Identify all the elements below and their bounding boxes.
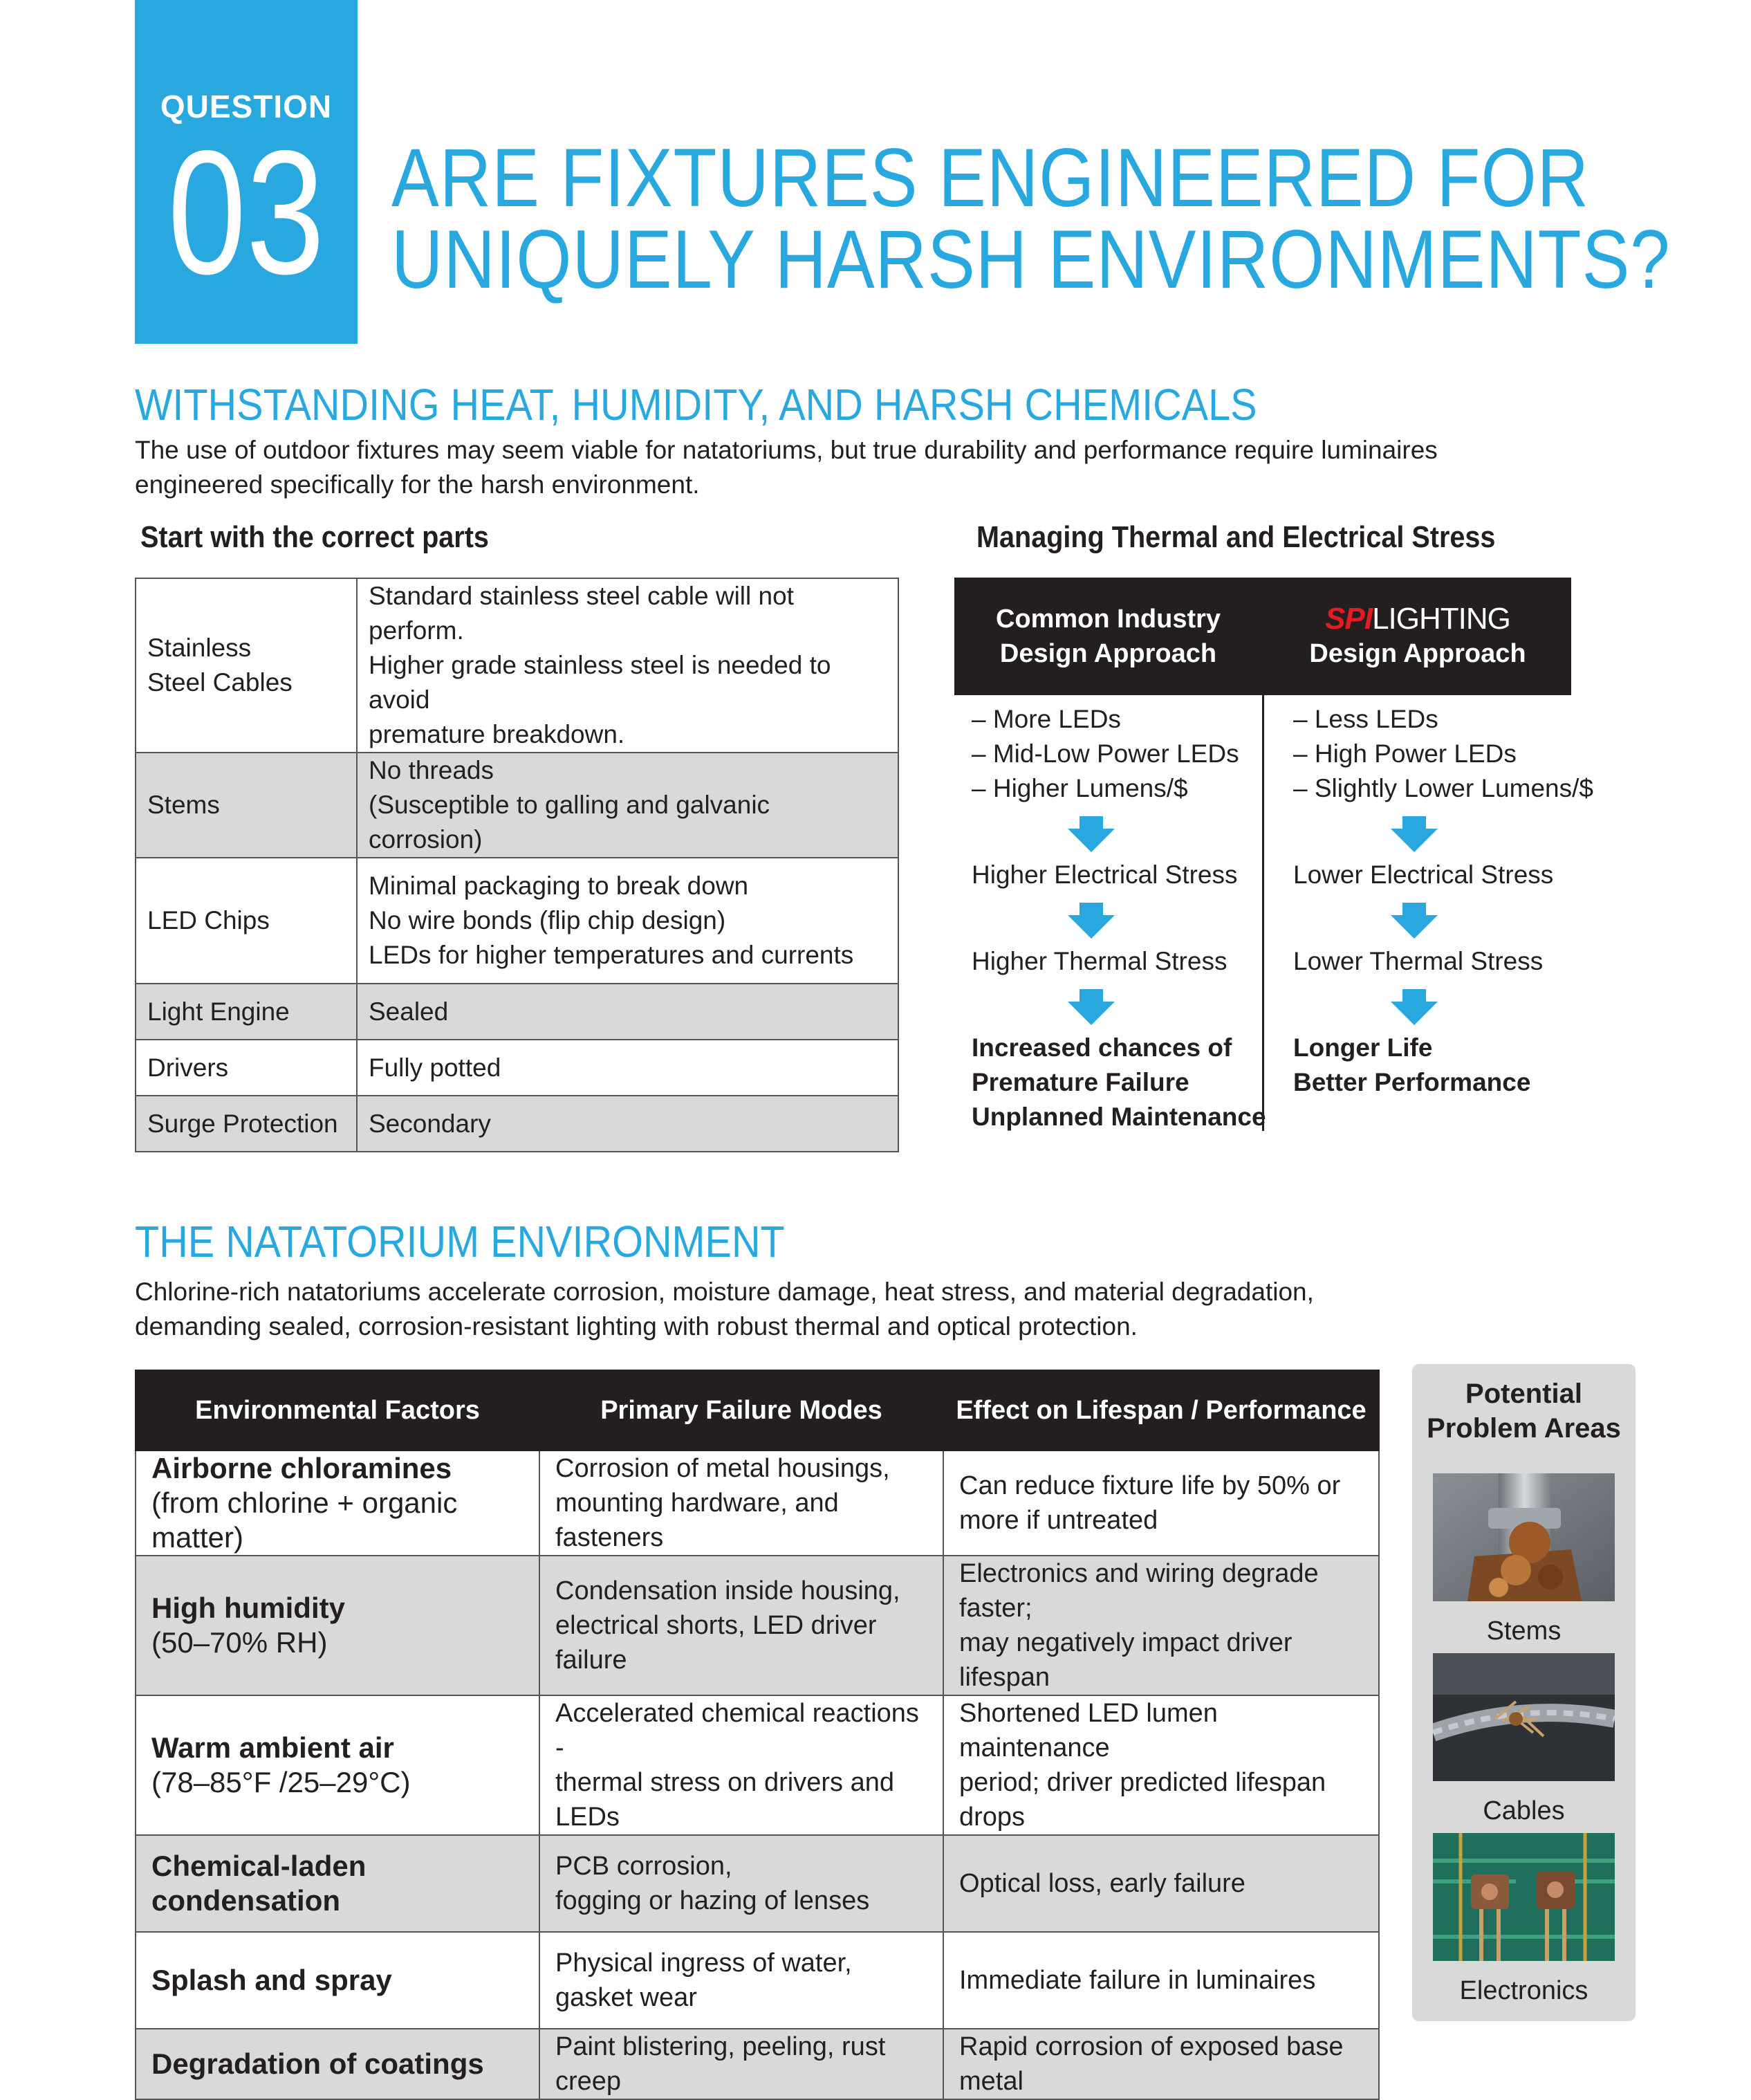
list-item: – Less LEDs: [1293, 705, 1438, 733]
failure-cell: [539, 1695, 943, 1835]
result-line: Better Performance: [1293, 1068, 1531, 1096]
list-item: – Higher Lumens/$: [972, 774, 1188, 802]
panel-title-line: Potential: [1465, 1379, 1582, 1409]
effect-cell: Optical loss, early failure: [943, 1835, 1379, 1932]
part-desc-line: LEDs for higher temperatures and currents: [369, 941, 854, 969]
factor-name: Degradation of coatings: [151, 2047, 484, 2080]
spi-result: [1293, 1031, 1530, 1100]
intro-line: engineered specifically for the harsh environment.: [135, 470, 700, 499]
column-header: Effect on Lifespan / Performance: [943, 1370, 1379, 1450]
failure-line: Corrosion of metal housings,: [555, 1454, 890, 1483]
intro-line: demanding sealed, corrosion-resistant lighting with robust thermal and optical protection.: [135, 1312, 1138, 1341]
part-desc: Secondary: [357, 1096, 898, 1152]
part-name: [136, 578, 357, 753]
part-name-line: Stainless: [147, 634, 252, 662]
part-name: LED Chips: [136, 858, 357, 984]
question-badge: [135, 0, 358, 344]
spi-approach-header: [1264, 578, 1571, 695]
failure-cell: [539, 1835, 943, 1932]
table-row: [136, 984, 898, 1040]
part-name-line: Steel Cables: [147, 668, 293, 697]
page-title: [391, 131, 1671, 306]
table-row: [136, 578, 898, 753]
factor-sub: (78–85°F /25–29°C): [151, 1766, 411, 1798]
factor-sub: (50–70% RH): [151, 1626, 328, 1659]
result-line: Premature Failure: [972, 1068, 1189, 1096]
factor-cell: [136, 1695, 539, 1835]
common-list: [972, 702, 1239, 806]
problem-label-electronics: Electronics: [1459, 1976, 1588, 2005]
thermal-heading: Managing Thermal and Electrical Stress: [976, 520, 1496, 554]
problem-label-stems: Stems: [1486, 1617, 1562, 1646]
header-line: Design Approach: [999, 639, 1217, 668]
table-row: [136, 1450, 1379, 1556]
question-label: QUESTION: [160, 89, 333, 125]
effect-cell: [943, 1695, 1379, 1835]
table-row: [136, 1695, 1379, 1835]
header-line: Design Approach: [1309, 639, 1526, 668]
list-item: – More LEDs: [972, 705, 1121, 733]
effect-cell: Rapid corrosion of exposed base metal: [943, 2029, 1379, 2099]
part-desc-line: premature breakdown.: [369, 720, 625, 748]
part-desc-line: No threads: [369, 756, 494, 784]
part-desc: Fully potted: [357, 1040, 898, 1096]
failure-line: fogging or hazing of lenses: [555, 1886, 870, 1915]
effect-cell: [943, 1556, 1379, 1695]
part-desc-line: Minimal packaging to break down: [369, 872, 749, 900]
frayed-cable-photo: [1433, 1653, 1615, 1781]
effect-line: Shortened LED lumen maintenance: [959, 1699, 1218, 1762]
failure-line: PCB corrosion,: [555, 1852, 732, 1881]
failure-line: mounting hardware, and fasteners: [555, 1489, 839, 1552]
page-title-line2: UNIQUELY HARSH ENVIRONMENTS?: [391, 213, 1671, 306]
part-desc-line: No wire bonds (flip chip design): [369, 906, 726, 934]
table-header-row: [136, 1370, 1379, 1450]
corroded-stem-photo: [1433, 1473, 1615, 1601]
failure-cell: [539, 1932, 943, 2029]
effect-line: Can reduce fixture life by 50% or: [959, 1471, 1341, 1500]
result-line: Unplanned Maintenance: [972, 1103, 1266, 1131]
down-arrow-icon: [1391, 816, 1438, 852]
common-approach-header: [954, 578, 1262, 695]
problem-areas-panel: [1412, 1364, 1636, 2021]
intro-line: The use of outdoor fixtures may seem viable for natatoriums, but true durability and performance require luminaires: [135, 436, 1438, 464]
corroded-circuit-photo: [1433, 1833, 1615, 1961]
column-header: Primary Failure Modes: [539, 1370, 943, 1450]
effect-line: may negatively impact driver lifespan: [959, 1628, 1293, 1692]
common-step-electrical: Higher Electrical Stress: [972, 860, 1238, 889]
spi-logo-bold: SPI: [1325, 602, 1373, 636]
panel-title-line: Problem Areas: [1427, 1413, 1621, 1444]
header-line: Common Industry: [995, 605, 1221, 634]
result-line: Increased chances of: [972, 1033, 1232, 1062]
table-row: [136, 1096, 898, 1152]
part-desc-line: Standard stainless steel cable will not perform.: [369, 582, 794, 645]
section-title-natatorium: THE NATATORIUM ENVIRONMENT: [135, 1217, 785, 1267]
failure-line: Condensation inside housing,: [555, 1576, 900, 1605]
failure-line: gasket wear: [555, 1983, 697, 2012]
part-name: Surge Protection: [136, 1096, 357, 1152]
list-item: – Mid-Low Power LEDs: [972, 739, 1239, 768]
part-name: Drivers: [136, 1040, 357, 1096]
spi-logo: [1264, 602, 1571, 636]
factor-cell: [136, 1932, 539, 2029]
factor-name: Warm ambient air: [151, 1731, 394, 1764]
part-desc: [357, 858, 898, 984]
spi-step-thermal: Lower Thermal Stress: [1293, 947, 1544, 975]
factor-name: Splash and spray: [151, 1964, 392, 1996]
page-title-line1: ARE FIXTURES ENGINEERED FOR: [391, 131, 1589, 224]
column-header: Environmental Factors: [136, 1370, 539, 1450]
effect-line: Electronics and wiring degrade faster;: [959, 1559, 1319, 1623]
part-desc: [357, 753, 898, 858]
common-result: [972, 1031, 1266, 1134]
section-intro-heat: [135, 433, 1656, 502]
part-name: Stems: [136, 753, 357, 858]
result-line: Longer Life: [1293, 1033, 1433, 1062]
failure-line: electrical shorts, LED driver failure: [555, 1611, 877, 1675]
down-arrow-icon: [1068, 903, 1115, 939]
failure-cell: [539, 1556, 943, 1695]
part-desc: Sealed: [357, 984, 898, 1040]
part-desc: [357, 578, 898, 753]
section-title-heat: WITHSTANDING HEAT, HUMIDITY, AND HARSH CHEMICALS: [135, 380, 1257, 430]
factor-cell: [136, 2029, 539, 2099]
common-step-thermal: Higher Thermal Stress: [972, 947, 1227, 975]
down-arrow-icon: [1391, 903, 1438, 939]
factor-cell: [136, 1450, 539, 1556]
factor-cell: [136, 1556, 539, 1695]
failure-line: Accelerated chemical reactions -: [555, 1699, 919, 1762]
part-desc-line: (Susceptible to galling and galvanic corrosion): [369, 791, 770, 854]
panel-title: [1412, 1376, 1636, 1446]
parts-table: [135, 578, 899, 1152]
environment-table: [135, 1370, 1380, 2100]
table-row: [136, 1835, 1379, 1932]
table-row: [136, 1040, 898, 1096]
intro-line: Chlorine-rich natatoriums accelerate corrosion, moisture damage, heat stress, and material degradation,: [135, 1278, 1314, 1306]
effect-cell: [943, 1450, 1379, 1556]
down-arrow-icon: [1391, 989, 1438, 1025]
table-row: [136, 2029, 1379, 2099]
part-desc-line: Higher grade stainless steel is needed to avoid: [369, 651, 831, 714]
spi-logo-light: LIGHTING: [1372, 602, 1510, 636]
factor-name: Chemical-laden condensation: [151, 1850, 367, 1917]
question-number: 03: [167, 114, 325, 311]
factor-sub: (from chlorine + organic matter): [151, 1486, 458, 1554]
failure-cell: Paint blistering, peeling, rust creep: [539, 2029, 943, 2099]
factor-name: High humidity: [151, 1592, 345, 1624]
table-row: [136, 1932, 1379, 2029]
effect-cell: Immediate failure in luminaires: [943, 1932, 1379, 2029]
list-item: – Slightly Lower Lumens/$: [1293, 774, 1593, 802]
problem-label-cables: Cables: [1483, 1796, 1565, 1825]
factor-cell: [136, 1835, 539, 1932]
failure-cell: [539, 1450, 943, 1556]
spi-list: [1293, 702, 1593, 806]
parts-heading: Start with the correct parts: [140, 520, 489, 554]
section-intro-natatorium: [135, 1275, 1656, 1344]
failure-line: Physical ingress of water,: [555, 1949, 852, 1978]
spi-step-electrical: Lower Electrical Stress: [1293, 860, 1554, 889]
part-name: Light Engine: [136, 984, 357, 1040]
effect-line: more if untreated: [959, 1506, 1158, 1535]
effect-line: period; driver predicted lifespan drops: [959, 1768, 1326, 1832]
table-row: [136, 753, 898, 858]
factor-name: Airborne chloramines: [151, 1452, 452, 1484]
down-arrow-icon: [1068, 816, 1115, 852]
table-row: [136, 1556, 1379, 1695]
down-arrow-icon: [1068, 989, 1115, 1025]
failure-line: thermal stress on drivers and LEDs: [555, 1768, 894, 1832]
table-row: [136, 858, 898, 984]
list-item: – High Power LEDs: [1293, 739, 1517, 768]
